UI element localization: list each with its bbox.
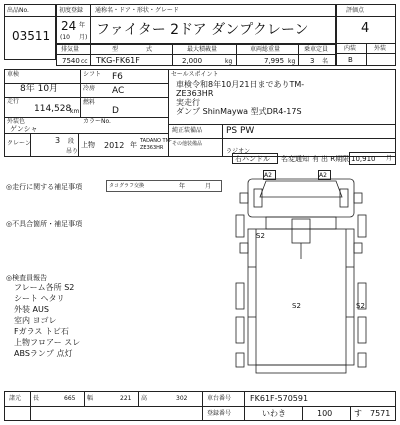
- tachograph-label: タコグラフ交換: [109, 183, 145, 189]
- height-unit: 高: [141, 395, 148, 402]
- displacement-label: 排気量: [61, 46, 80, 53]
- gross-value: 7,995: [264, 57, 285, 65]
- inspector-line: 上物フロアー スレ: [14, 338, 81, 347]
- repair-label: ◎走行に関する補足事項: [6, 183, 83, 191]
- lot-number: 03511: [12, 29, 51, 43]
- defect-label: ◎不具合箇所・補足事項: [6, 220, 83, 228]
- inspector-report: [14, 282, 80, 359]
- exterior-label: 外装: [374, 45, 387, 52]
- crane-number: 3: [55, 136, 61, 145]
- load-unit: kg: [225, 58, 233, 65]
- reg-month: (10: [60, 34, 70, 41]
- inspector-line: 外装 AUS: [14, 305, 49, 314]
- width-unit: 幅: [87, 395, 94, 402]
- maker-text-2: ZE363HR: [140, 145, 164, 151]
- model-label-unit: 式: [146, 46, 153, 53]
- maker-year: 2012: [104, 141, 125, 150]
- displacement-value: 7540: [62, 57, 80, 65]
- fuel-label: 燃料: [83, 99, 96, 106]
- color-label: 外装色: [7, 118, 26, 125]
- inspector-line: ABSランプ 点灯: [14, 349, 73, 358]
- reg-label: 登録番号: [207, 410, 232, 417]
- steering-value: 右ハンドル: [235, 155, 270, 163]
- shift-value: F6: [112, 72, 123, 82]
- load-value: 2,000: [182, 57, 203, 65]
- maker-label: 上物: [81, 141, 95, 149]
- truck-diagram: [226, 167, 376, 382]
- colorno-label: カラーNo.: [83, 118, 111, 125]
- model-label: 型: [112, 46, 119, 53]
- damage-mark-s2: S2: [356, 302, 365, 310]
- reg-number: 7571: [370, 409, 391, 418]
- name-change-value: 有: [312, 155, 319, 163]
- reg-month-unit: 月): [79, 34, 88, 41]
- inspector-line: 室内 ヨゴレ: [14, 316, 57, 325]
- color-value: ゲンシャ: [10, 125, 38, 133]
- other-equip-label: その他装備品: [172, 141, 203, 147]
- reg-area: いわき: [262, 409, 286, 418]
- mileage-value: 114,528: [34, 104, 72, 114]
- deadline-value: 10,910: [351, 155, 376, 163]
- damage-mark-s2: S2: [256, 232, 265, 240]
- crane-unit: 段: [68, 138, 75, 145]
- displacement-unit: cc: [81, 58, 88, 65]
- interior-grade: B: [348, 56, 353, 64]
- capacity-value: 3: [310, 57, 315, 65]
- score-value: 4: [361, 21, 370, 36]
- maker-text-1: TADANO TM-: [140, 138, 172, 144]
- length-unit: 長: [33, 395, 40, 402]
- deadline-label: 出 R期限: [321, 155, 350, 163]
- inspection-value: 8年 10月: [20, 84, 59, 94]
- inspection-label: 車検: [7, 71, 20, 78]
- reg-year-unit: 年: [79, 22, 86, 29]
- month-unit: 月: [205, 183, 212, 190]
- width-value: 221: [120, 395, 132, 402]
- load-label: 最大積載量: [187, 46, 218, 53]
- damage-mark-a2: A2: [319, 172, 327, 179]
- length-value: 665: [64, 395, 76, 402]
- crane-unit-2: 吊り: [66, 148, 79, 155]
- capacity-unit: 名: [322, 58, 329, 65]
- mileage-label: 走行: [7, 98, 20, 105]
- gross-label: 車両総重量: [250, 46, 281, 53]
- sales-label: セールスポイント: [171, 71, 219, 78]
- inspector-label: ◎検査員報告: [6, 274, 48, 282]
- chassis-value: FK61F-570591: [250, 394, 309, 403]
- damage-mark-s2: S2: [292, 302, 301, 310]
- score-label: 評価点: [346, 7, 365, 14]
- other-equip-value: ラジオン: [226, 148, 251, 155]
- mileage-unit: km: [70, 108, 80, 115]
- aircon-value: AC: [112, 86, 125, 96]
- height-value: 302: [176, 395, 188, 402]
- sales-line: 実走行: [176, 98, 200, 107]
- deadline-unit: 月: [386, 155, 393, 162]
- sales-points: [176, 80, 391, 116]
- inspector-line: Fガラス トビ石: [14, 327, 69, 336]
- crane-label: クレーン: [7, 140, 31, 147]
- lot-label: 出品No.: [7, 7, 29, 14]
- equip-label: 純正装備品: [172, 127, 203, 134]
- gross-unit: kg: [288, 58, 296, 65]
- name-hint: 通称名・ドア・形状・グレード: [95, 7, 179, 14]
- sales-line: ダンプ ShinMaywa 型式DR4-17S: [176, 107, 302, 116]
- reg-class: 100: [317, 409, 333, 418]
- inspector-line: フレーム各所 S2: [14, 283, 75, 292]
- year-unit: 年: [179, 183, 186, 190]
- model-value: TKG-FK61F: [96, 56, 140, 65]
- interior-label: 内装: [344, 45, 357, 52]
- fuel-value: D: [112, 106, 119, 116]
- capacity-label: 乗車定員: [304, 46, 329, 53]
- equip-value: PS PW: [226, 126, 255, 136]
- car-name: ファイター 2ドア ダンプクレーン: [96, 22, 309, 38]
- inspector-line: シート ヘタリ: [14, 294, 65, 303]
- chassis-label: 車台番号: [207, 395, 232, 402]
- reg-year: 24: [61, 19, 77, 33]
- reg-kana: す: [354, 409, 362, 418]
- dims-label: 諸元: [9, 395, 22, 402]
- maker-year-unit: 年: [130, 141, 137, 149]
- name-change-label: 名変通知: [281, 155, 309, 163]
- shift-label: シフト: [83, 71, 102, 78]
- sales-line: 車検令和8年10月21日までありTM-ZE363HR: [176, 80, 305, 98]
- aircon-label: 冷房: [83, 85, 96, 92]
- reg-label: 初度登録: [59, 7, 84, 14]
- damage-mark-a2: A2: [264, 172, 272, 179]
